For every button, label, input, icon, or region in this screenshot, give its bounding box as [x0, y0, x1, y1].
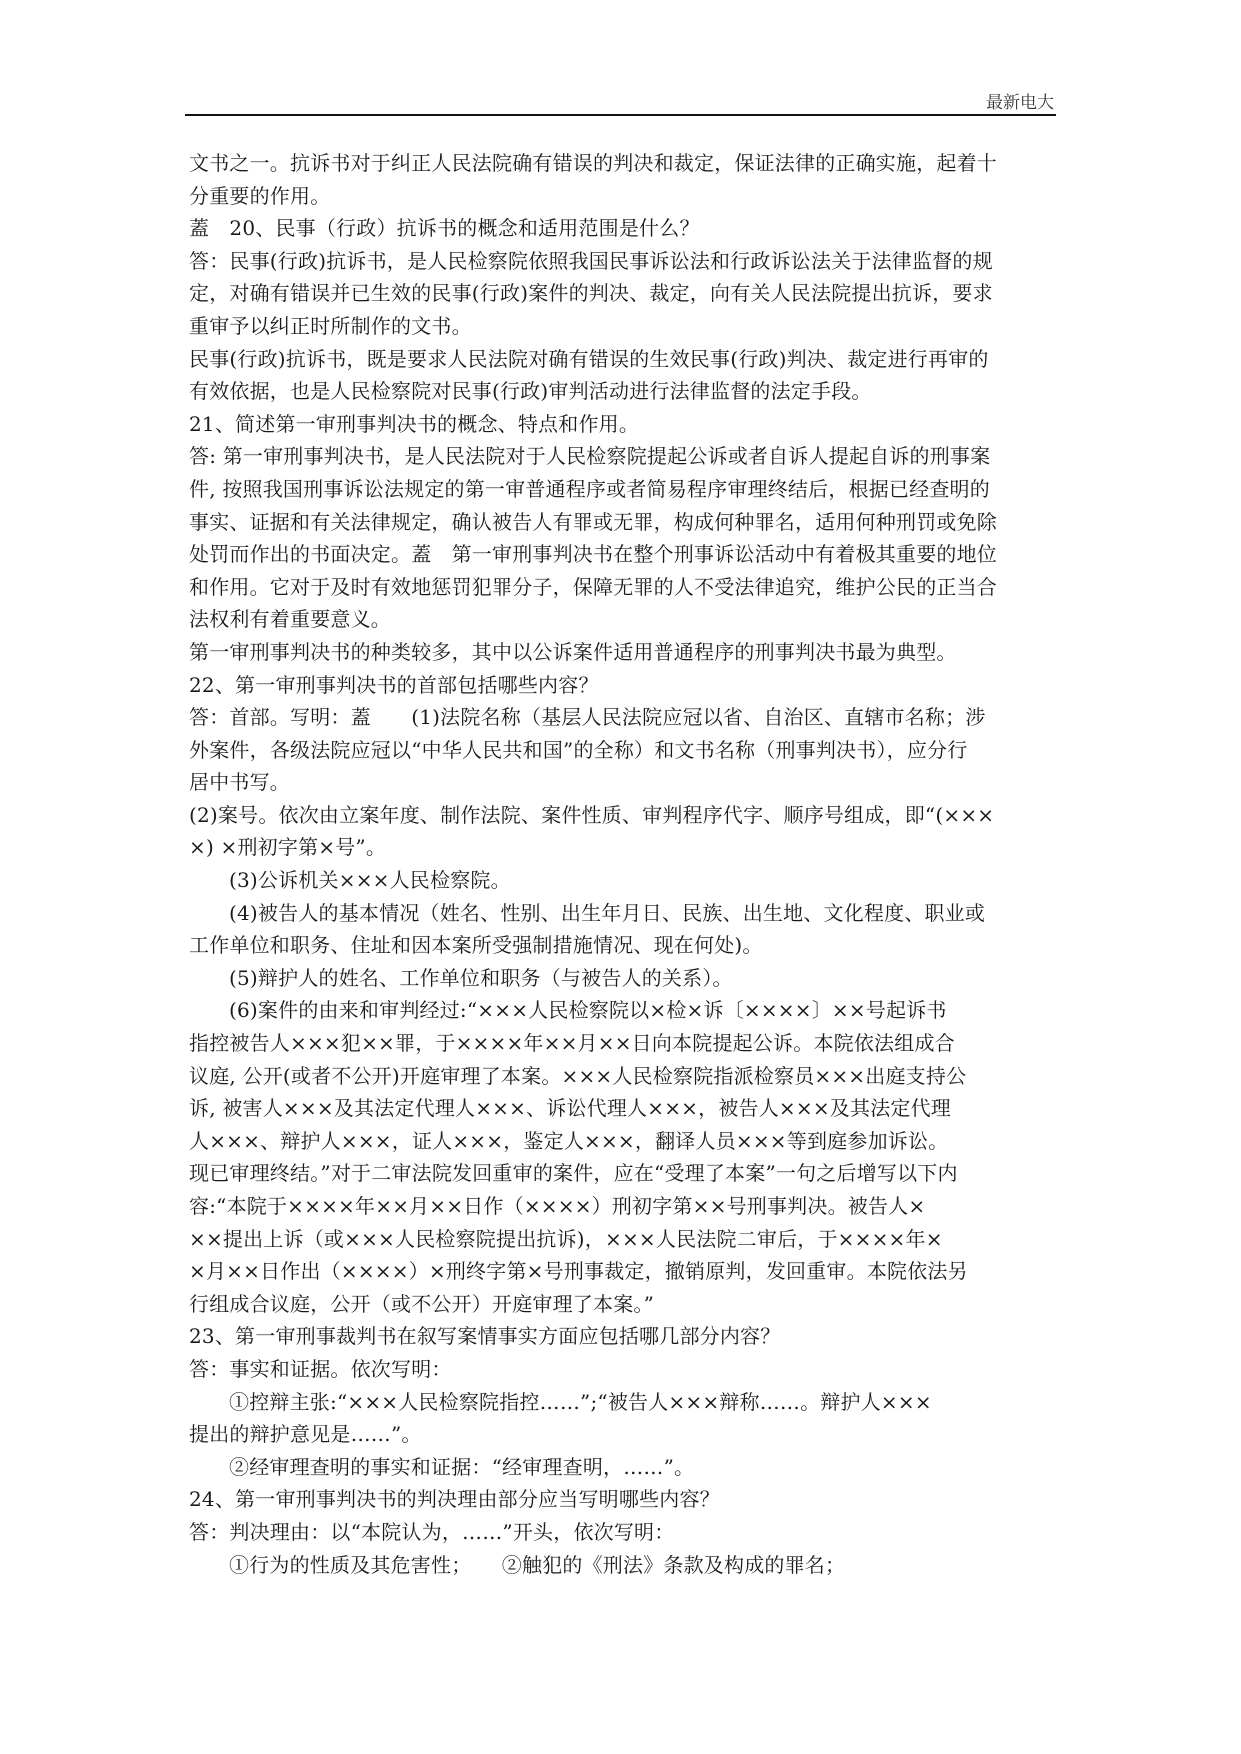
text-line: 诉, 被害人×××及其法定代理人×××、诉讼代理人×××，被告人×××及其法定代理 [189, 1096, 952, 1121]
text-line: 第一审刑事判决书的种类较多，其中以公诉案件适用普通程序的刑事判决书最为典型。 [189, 639, 957, 664]
text-line: 指控被告人×××犯××罪，于××××年××月××日向本院提起公诉。本院依法组成合 [189, 1031, 955, 1056]
text-line: 答：首部。写明：蓋 (1)法院名称（基层人民法院应冠以省、自治区、直辖市名称；涉 [189, 705, 986, 730]
text-line: 分重要的作用。 [189, 183, 331, 208]
text-line: 答: 第一审刑事判决书，是人民法院对于人民检察院提起公诉或者自诉人提起自诉的刑事案 [189, 444, 991, 469]
text-line: ×) ×刑初字第×号”。 [189, 835, 387, 860]
text-line: 21、简述第一审刑事判决书的概念、特点和作用。 [189, 411, 640, 436]
text-line: 件, 按照我国刑事诉讼法规定的第一审普通程序或者简易程序审理终结后，根据已经查明的 [189, 476, 990, 501]
page-header-label: 最新电大 [986, 93, 1054, 113]
text-line: 行组成合议庭，公开（或不公开）开庭审理了本案。” [189, 1291, 655, 1316]
text-line: 容:“本院于××××年××月××日作（××××）刑初字第××号刑事判决。被告人× [189, 1194, 926, 1218]
text-line: 处罚而作出的书面决定。蓋 第一审刑事判决书在整个刑事诉讼活动中有着极其重要的地位 [189, 542, 997, 567]
text-line: ××提出上诉（或×××人民检察院提出抗诉)，×××人民法院二审后，于××××年× [189, 1226, 943, 1251]
text-line: 和作用。它对于及时有效地惩罚犯罪分子，保障无罪的人不受法律追究，维护公民的正当合 [189, 574, 997, 599]
document-body [189, 147, 1069, 1581]
text-line: 答：判决理由：以“本院认为，……”开头，依次写明： [189, 1519, 675, 1544]
text-line: 22、第一审刑事判决书的首部包括哪些内容？ [189, 672, 599, 697]
text-line: 提出的辩护意见是……”。 [189, 1422, 422, 1447]
text-line: 议庭, 公开(或者不公开)开庭审理了本案。×××人民检察院指派检察员×××出庭支持公 [189, 1063, 967, 1088]
text-line: 民事(行政)抗诉书，既是要求人民法院对确有错误的生效民事(行政)判决、裁定进行再审的 [189, 346, 989, 371]
text-line: 现已审理终结。”对于二审法院发回重审的案件，应在“受理了本案”一句之后增写以下内 [189, 1161, 958, 1186]
text-line: (6)案件的由来和审判经过:“×××人民检察院以×检×诉〔××××〕××号起诉书 [229, 998, 947, 1023]
text-line: 有效依据，也是人民检察院对民事(行政)审判活动进行法律监督的法定手段。 [189, 379, 872, 404]
text-line: 重审予以纠正时所制作的文书。 [189, 313, 472, 338]
text-line: 24、第一审刑事判决书的判决理由部分应当写明哪些内容？ [189, 1487, 720, 1512]
text-line: 外案件，各级法院应冠以“中华人民共和国”的全称）和文书名称（刑事判决书），应分行 [189, 737, 968, 762]
text-line: ×月××日作出（××××）×刑终字第×号刑事裁定，撤销原判，发回重审。本院依法另 [189, 1259, 968, 1284]
text-line: (5)辩护人的姓名、工作单位和职务（与被告人的关系）。 [229, 965, 733, 990]
text-line: 人×××、辩护人×××，证人×××，鉴定人×××，翻译人员×××等到庭参加诉讼。 [189, 1128, 949, 1153]
text-line: 工作单位和职务、住址和因本案所受强制措施情况、现在何处)。 [189, 933, 763, 958]
text-line: 答：民事(行政)抗诉书，是人民检察院依照我国民事诉讼法和行政诉讼法关于法律监督的规 [189, 248, 993, 273]
text-line: (3)公诉机关×××人民检察院。 [229, 868, 511, 893]
text-line: (2)案号。依次由立案年度、制作法院、案件性质、审判程序代字、顺序号组成，即“(××× [189, 802, 995, 827]
text-line: 法权利有着重要意义。 [189, 607, 391, 632]
text-line: 定，对确有错误并已生效的民事(行政)案件的判决、裁定，向有关人民法院提出抗诉，要求 [189, 281, 993, 306]
header-divider [185, 114, 1056, 116]
text-line: ①控辩主张:“×××人民检察院指控……”;“被告人×××辩称……。辩护人××× [229, 1389, 932, 1414]
text-line: 居中书写。 [189, 770, 290, 795]
text-line: 答：事实和证据。依次写明： [189, 1356, 452, 1381]
text-line: 事实、证据和有关法律规定，确认被告人有罪或无罪，构成何种罪名，适用何种刑罚或免除 [189, 509, 997, 534]
text-line: ②经审理查明的事实和证据：“经审理查明，……”。 [229, 1454, 695, 1479]
text-line: (4)被告人的基本情况（姓名、性别、出生年月日、民族、出生地、文化程度、职业或 [229, 900, 986, 925]
text-line: 蓋 20、民事（行政）抗诉书的概念和适用范围是什么？ [189, 216, 700, 241]
text-line: 文书之一。抗诉书对于纠正人民法院确有错误的判决和裁定，保证法律的正确实施，起着十 [189, 151, 997, 175]
text-line: ①行为的性质及其危害性； ②触犯的《刑法》条款及构成的罪名； [229, 1552, 846, 1577]
text-line: 23、第一审刑事裁判书在叙写案情事实方面应包括哪几部分内容？ [189, 1324, 781, 1349]
